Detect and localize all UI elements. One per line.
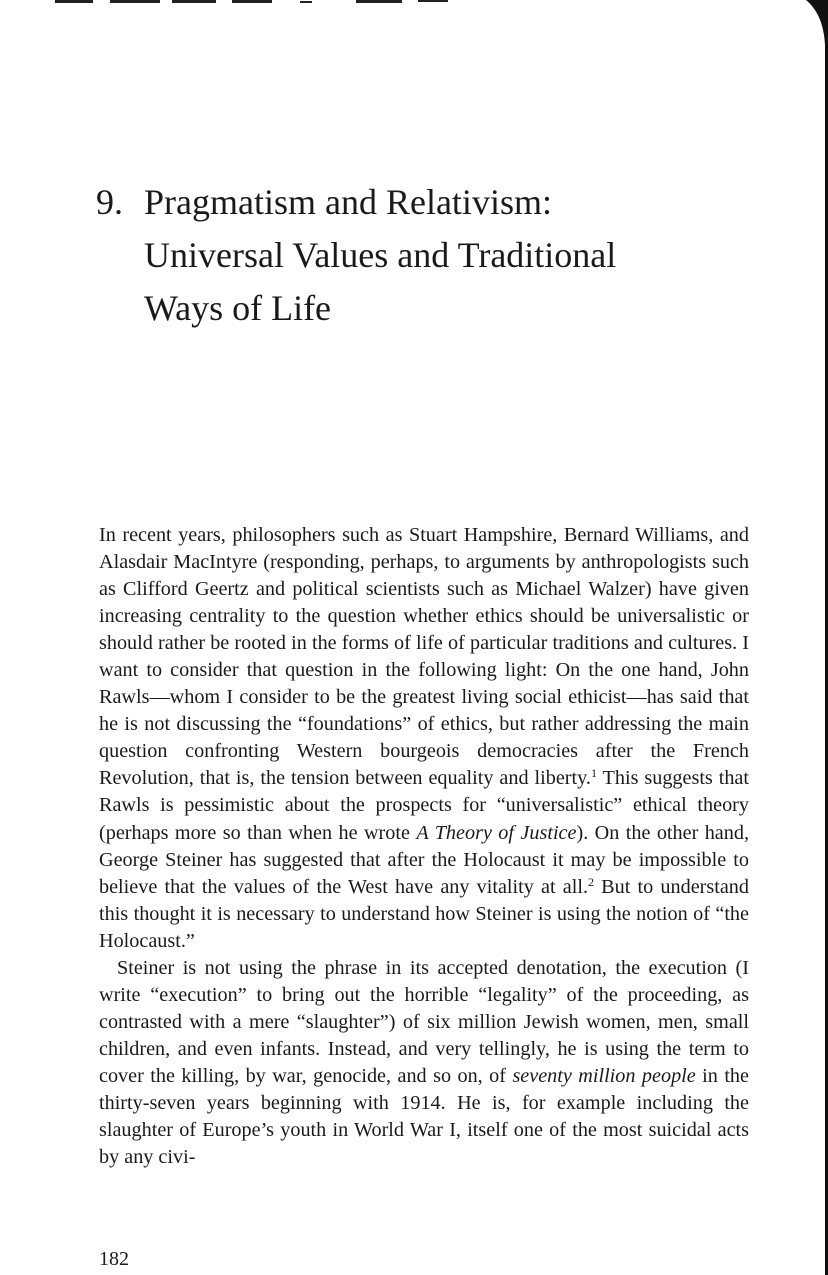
scan-artifact-top bbox=[0, 0, 460, 6]
chapter-title bbox=[96, 176, 756, 335]
chapter-title-line-1: Pragmatism and Relativism: bbox=[144, 182, 552, 222]
page-edge-shadow bbox=[804, 0, 828, 1275]
body-text bbox=[99, 522, 749, 1171]
page-number: 182 bbox=[99, 1248, 129, 1270]
chapter-title-line-3: Ways of Life bbox=[144, 288, 332, 328]
footnote-ref-2: 2 bbox=[588, 874, 594, 889]
chapter-title-line-2: Universal Values and Traditional bbox=[144, 235, 617, 275]
footnote-ref-1: 1 bbox=[590, 766, 597, 781]
paragraph-1: In recent years, philosophers such as Stuart Hampshire, Bernard Williams, and Alasdair MacIntyre (responding, perhaps, to arguments by anthropologists such as Clifford Geertz and political scientists such as Michael Walzer) have given increasing centrality to the question whether ethics should be universalistic or should rather be rooted in the forms of life of particular traditions and cultures. I want to consider that question in the following light: On the one hand, John Rawls—whom I consider to be the greatest living social ethicist—has said that he is not discussing the “foundations” of ethics, but rather addressing the main question confronting Western bourgeois democracies after the French Revolution, that is, the tension between equality and liberty.$^1$ This suggests that Rawls is pessimistic about the prospects for “universalistic” ethical theory (perhaps more so than when he wrote A Theory of Justice). On the other hand, George Steiner has suggested that after the Holocaust it may be impossible to believe that the values of the West have any vitality at all.$^2$ But to understand this thought it is necessary to understand how Steiner is using the notion of “the Holocaust.” bbox=[99, 524, 750, 952]
paragraph-2: Steiner is not using the phrase in its accepted denotation, the execution (I write “execution” to bring out the horrible “legality” of the proceeding, as contrasted with a mere “slaughter”) of six million Jewish women, men, small children, and even infants. Instead, and very tellingly, he is using the term to cover the killing, by war, genocide, and so on, of seventy million people in the thirty-seven years beginning with 1914. He is, for example including the slaughter of Europe’s youth in World War I, itself one of the most suicidal acts by any civi- bbox=[99, 956, 749, 1169]
emphasis: seventy million people bbox=[512, 1064, 696, 1087]
chapter-number: 9. bbox=[96, 182, 123, 222]
book-title: A Theory of Justice bbox=[416, 821, 577, 844]
